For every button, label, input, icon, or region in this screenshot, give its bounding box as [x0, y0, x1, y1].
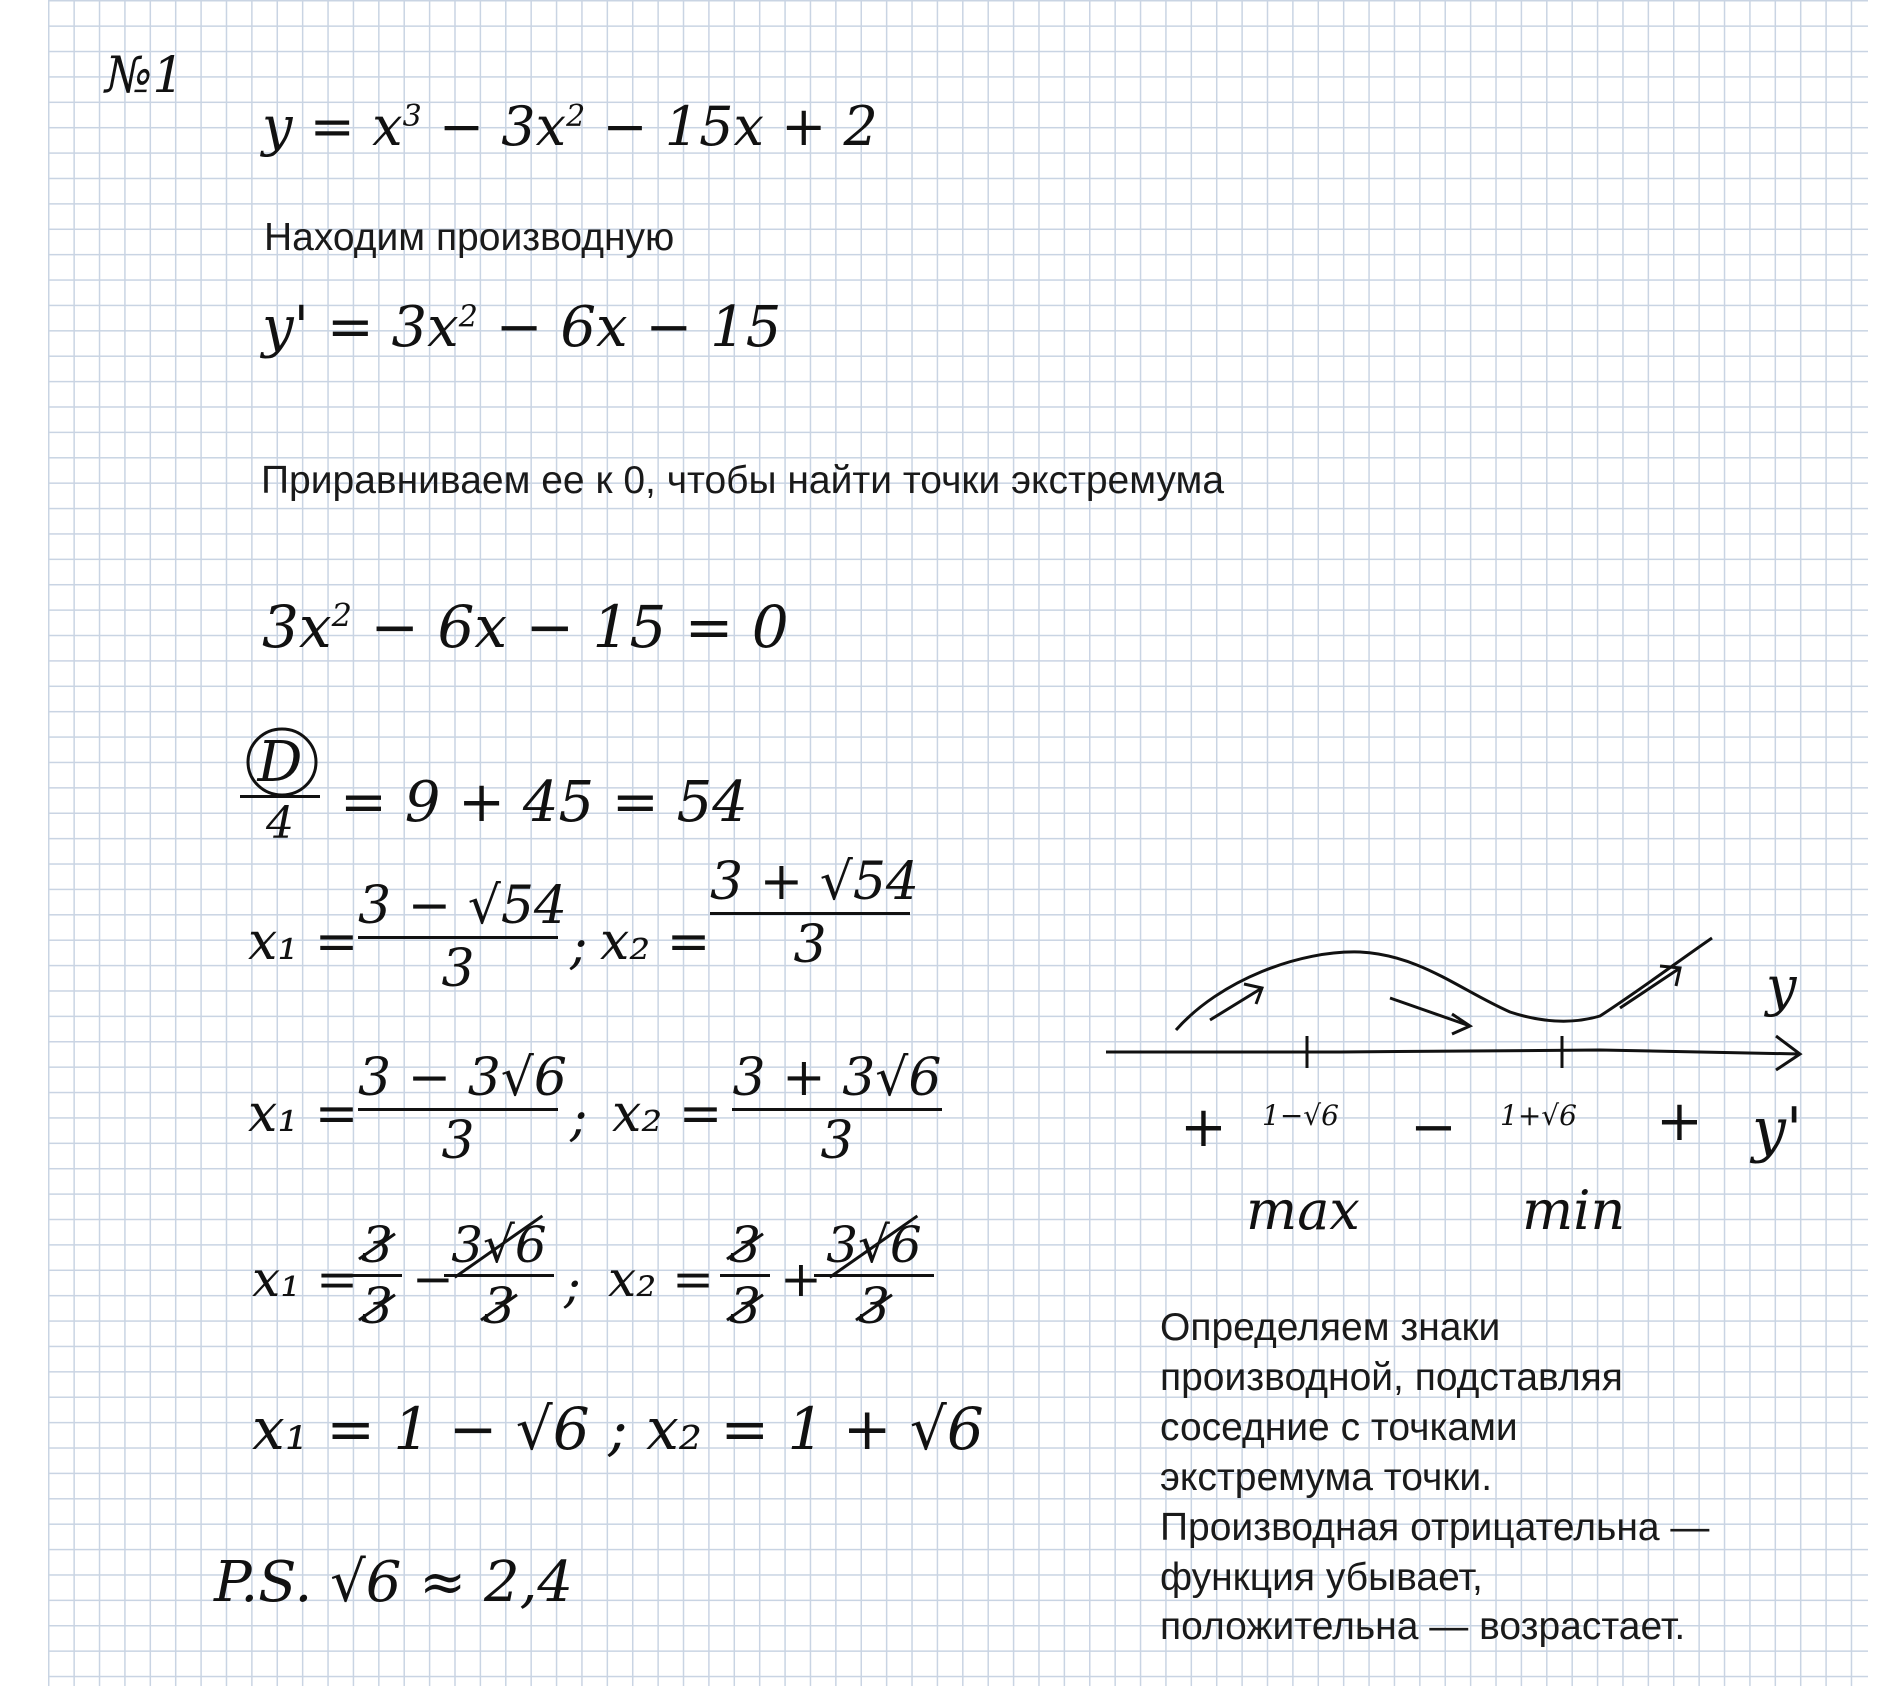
quadratic-rest: − 6x − 15 = 0: [370, 593, 789, 661]
x1-a-numerator: 3: [361, 1216, 393, 1274]
x1-numerator: 3 − √54: [358, 876, 568, 936]
quadratic-lhs: 3x: [262, 593, 332, 661]
explanation-line: производной, подставляя: [1160, 1355, 1623, 1399]
explanation-line: соседние с точками: [1160, 1405, 1518, 1449]
x1-numerator: 3 − 3√6: [358, 1048, 568, 1108]
discriminant-den: 4: [266, 798, 294, 849]
axis-label-y: y: [1766, 955, 1797, 1018]
function-lhs: y =: [262, 95, 355, 158]
x1-a-denominator: 3: [361, 1277, 393, 1335]
x2-d-numerator: 3√6: [826, 1216, 922, 1274]
x2-c-denominator: 3: [729, 1277, 761, 1335]
extremum-min: min: [1522, 1179, 1626, 1242]
sign-minus: −: [1410, 1095, 1457, 1160]
explanation-line: положительна — возрастает.: [1160, 1605, 1686, 1649]
explanation-line: Производная отрицательна —: [1160, 1505, 1710, 1549]
point-label-2: 1+√6: [1500, 1099, 1577, 1132]
number-line: [1106, 1050, 1800, 1054]
plus-sign: +: [780, 1250, 822, 1308]
problem-number: №1: [105, 46, 185, 104]
x2-label: x₂ =: [612, 1084, 723, 1144]
x2-d-denominator: 3: [858, 1277, 890, 1335]
explanation-line: функция убывает,: [1160, 1555, 1483, 1599]
x1-denominator: 3: [441, 1111, 475, 1171]
x2-numerator: 3 + 3√6: [732, 1048, 942, 1108]
x1-denominator: 3: [441, 939, 475, 999]
point-label-1: 1−√6: [1262, 1099, 1339, 1132]
derivative-rest: − 6x − 15: [495, 295, 782, 360]
x1-b-denominator: 3: [483, 1277, 515, 1335]
explanation-text: [1160, 1303, 1709, 1652]
quadratic-exp: 2: [331, 596, 352, 635]
function-term: − 3x: [438, 95, 567, 158]
x1-b-numerator: 3√6: [451, 1216, 547, 1274]
discriminant-d: D: [257, 730, 303, 795]
roots-final: x₁ = 1 − √6 ; x₂ = 1 + √6: [252, 1395, 984, 1463]
x2-label: x₂ =: [608, 1250, 715, 1308]
x2-c-numerator: 3: [729, 1216, 761, 1274]
x2-denominator: 3: [793, 915, 827, 975]
increasing-arrow-icon: [1210, 984, 1262, 1020]
explanation-line: Определяем знаки: [1160, 1306, 1501, 1349]
ps-note: P.S. √6 ≈ 2,4: [214, 1550, 573, 1615]
x1-label: x₁ =: [252, 1250, 359, 1308]
x1-label: x₁ =: [248, 1084, 359, 1144]
roots-separator: ;: [570, 916, 588, 976]
x2-numerator: 3 + √54: [710, 852, 920, 912]
function-exp: 2: [566, 99, 586, 134]
sign-plus-left: +: [1180, 1095, 1227, 1160]
decreasing-arrow-icon: [1390, 998, 1470, 1034]
derivative-exp: 2: [458, 299, 478, 335]
function-exp: 3: [402, 99, 422, 134]
function-term: x: [372, 95, 403, 158]
derivative-lhs: y' = 3x: [262, 295, 459, 360]
axis-label-y-prime: y': [1752, 1095, 1803, 1165]
discriminant-value: = 9 + 45 = 54: [340, 770, 748, 835]
sign-plus-right: +: [1656, 1089, 1703, 1154]
roots-separator: ;: [564, 1256, 581, 1314]
x1-label: x₁ =: [248, 912, 359, 972]
x2-label: x₂ =: [600, 912, 711, 972]
explanation-line: экстремума точки.: [1160, 1455, 1493, 1499]
step1-text: Находим производную: [264, 216, 675, 259]
function-term: − 15x + 2: [602, 95, 878, 158]
step2-text: Приравниваем ее к 0, чтобы найти точки экстремума: [261, 459, 1225, 502]
minus-sign: −: [412, 1250, 454, 1308]
roots-separator: ;: [570, 1088, 588, 1148]
increasing-arrow-icon: [1620, 966, 1680, 1008]
extremum-max: max: [1246, 1179, 1360, 1242]
x2-denominator: 3: [820, 1111, 854, 1171]
